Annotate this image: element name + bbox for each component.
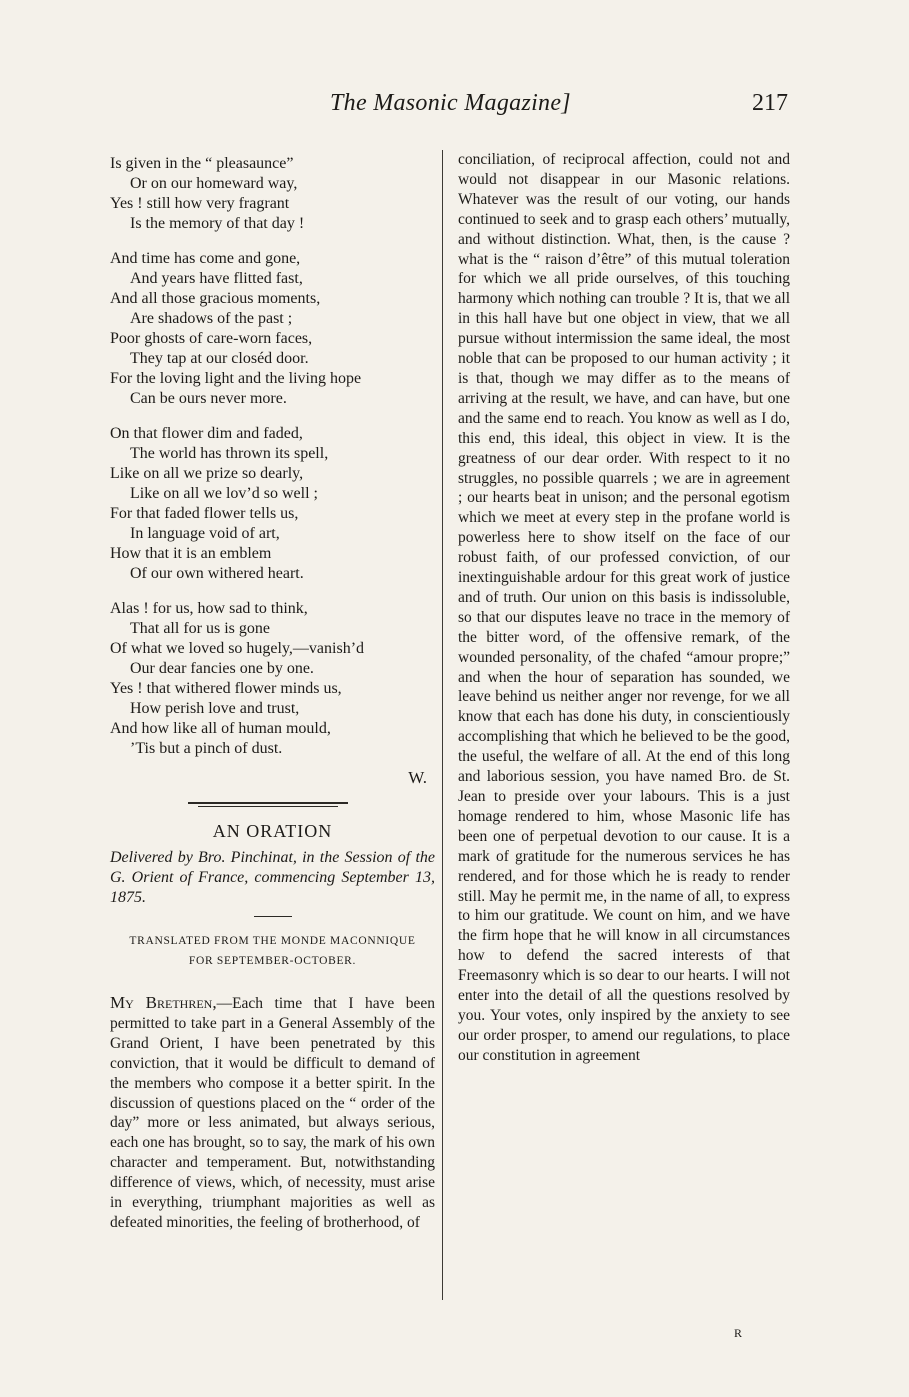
- poem-line: And how like all of human mould,: [110, 720, 331, 737]
- poem-line: For that faded flower tells us,: [110, 505, 299, 522]
- poem-stanza: [110, 424, 435, 584]
- left-column: [110, 154, 435, 1233]
- oration-subtitle: Delivered by Bro. Pinchinat, in the Session of the G. Orient of France, commencing September 13, 1875.: [110, 849, 435, 906]
- poem-line: Or on our homeward way,: [130, 175, 298, 192]
- salutation: My Brethren,: [110, 993, 217, 1012]
- page-number: 217: [752, 90, 788, 116]
- poem-line: ’Tis but a pinch of dust.: [130, 740, 283, 757]
- poem-signature: W.: [408, 768, 427, 787]
- poem-line: Yes ! still how very fragrant: [110, 195, 290, 212]
- right-column: [458, 150, 790, 1066]
- poem-line: On that flower dim and faded,: [110, 425, 303, 442]
- oration-text-left: [110, 993, 435, 1233]
- section-divider-ornament: [110, 800, 435, 810]
- translation-note-line-2: FOR SEPTEMBER-OCTOBER.: [188, 955, 357, 967]
- poem-line: Is the memory of that day !: [130, 215, 305, 232]
- poem-line: How that it is an emblem: [110, 545, 272, 562]
- running-title: The Masonic Magazine]: [330, 90, 571, 116]
- poem-line: Our dear fancies one by one.: [130, 660, 314, 677]
- poem-line: Can be ours never more.: [130, 390, 287, 407]
- poem-line: How perish love and trust,: [130, 700, 300, 717]
- poem-line: Of our own withered heart.: [130, 565, 304, 582]
- poem-line: And all those gracious moments,: [110, 290, 321, 307]
- poem-line: Alas ! for us, how sad to think,: [110, 600, 308, 617]
- translation-note-line-1: TRANSLATED FROM THE MONDE MACONNIQUE: [129, 935, 416, 947]
- short-rule: [254, 916, 292, 917]
- poem-line: Is given in the “ pleasaunce”: [110, 155, 294, 172]
- poem-line: Like on all we lov’d so well ;: [130, 485, 318, 502]
- translation-note: [110, 931, 435, 971]
- poem-line: Poor ghosts of care-worn faces,: [110, 330, 313, 347]
- poem-line: Are shadows of the past ;: [130, 310, 293, 327]
- page-header: [0, 90, 909, 130]
- oration-body-left: —Each time that I have been permitted to take part in a General Assembly of the Grand Orient, I have been penetrated by this conviction, that it would be difficult to demand of the members who compose it a better spirit. In the discussion of questions placed on the “ order of the day” more or less animated, but always serious, each one has brought, so to say, the mark of his own character and temperament. But, notwithstanding difference of views, which, of necessity, must arise in everything, triumphant majorities as well as defeated minorities, the feeling of brotherhood, of: [110, 995, 436, 1231]
- oration-text-right: conciliation, of reciprocal affection, could not and would not disappear in our Masonic relations. Whatever was the result of our voting, our hands continued to seek and to grasp each others’ mutually, and without distinction. What, then, is the cause ? what is the “ raison d’être” of this mutual toleration for which we all pride ourselves, of this touching harmony which nothing can trouble ? It is, that we all in this hall have but one object in view, that we all pursue without intermission the same ideal, the most noble that can be proposed to our human activity ; it is that, though we may differ as to the means of arriving at the result, we have, and can have, but one and the same end to reach. You know as well as I do, this end, this ideal, this object in view. It is the greatness of our dear order. With respect to it no struggles, no possible quarrels ; we are in agreement ; our hearts beat in unison; and the personal egotism which we meet at every step in the profane world is powerless here to show itself on the face of our robust faith, of our professed conviction, of our inextinguishable ardour for this great work of justice and of truth. Our union on this basis is indissoluble, so that our disputes leave no trace in the memory of the bitter word, of the offensive remark, of the wounded personality, of the chafed “amour propre;” and when the hour of separation has sounded, we leave behind us neither anger nor revenge, for we all know that each has done his duty, in conscientiously accomplishing that which he believed to be the good, the useful, the welfare of all. At the end of this long and laborious session, you have named Bro. de St. Jean to preside over your labours. This is a just homage rendered to him, whose Masonic life has been one of perpetual devotion to our cause. It is a mark of gratitude for the numerous services he has rendered, and for those which he is ready to render still. May he permit me, in the name of all, to express to him our gratitude. We count on him, and we have the firm hope that he will know in all circumstances how to defend the sacred interests of that Freemasonry which is so dear to our hearts. I will not enter into the detail of all the questions resolved by you. Your votes, only inspired by the anxiety to see our order prosper, to amend our regulations, to place our constitution in agreement: [458, 151, 790, 1064]
- poem-line: They tap at our closéd door.: [130, 350, 309, 367]
- poem-stanza: [110, 154, 435, 234]
- poem-stanza: [110, 599, 435, 759]
- poem-line: The world has thrown its spell,: [130, 445, 329, 462]
- poem-line: For the loving light and the living hope: [110, 370, 362, 387]
- poem: [110, 154, 435, 759]
- poem-line: And years have flitted fast,: [130, 270, 303, 287]
- poem-line: Like on all we prize so dearly,: [110, 465, 304, 482]
- column-divider: [442, 150, 443, 1300]
- poem-stanza: [110, 249, 435, 409]
- poem-line: And time has come and gone,: [110, 250, 301, 267]
- poem-line: In language void of art,: [130, 525, 280, 542]
- poem-line: Of what we loved so hugely,—vanish’d: [110, 640, 365, 657]
- poem-line: That all for us is gone: [130, 620, 270, 637]
- oration-title: AN ORATION: [212, 821, 333, 841]
- printer-signature-mark: R: [734, 1326, 743, 1340]
- poem-line: Yes ! that withered flower minds us,: [110, 680, 342, 697]
